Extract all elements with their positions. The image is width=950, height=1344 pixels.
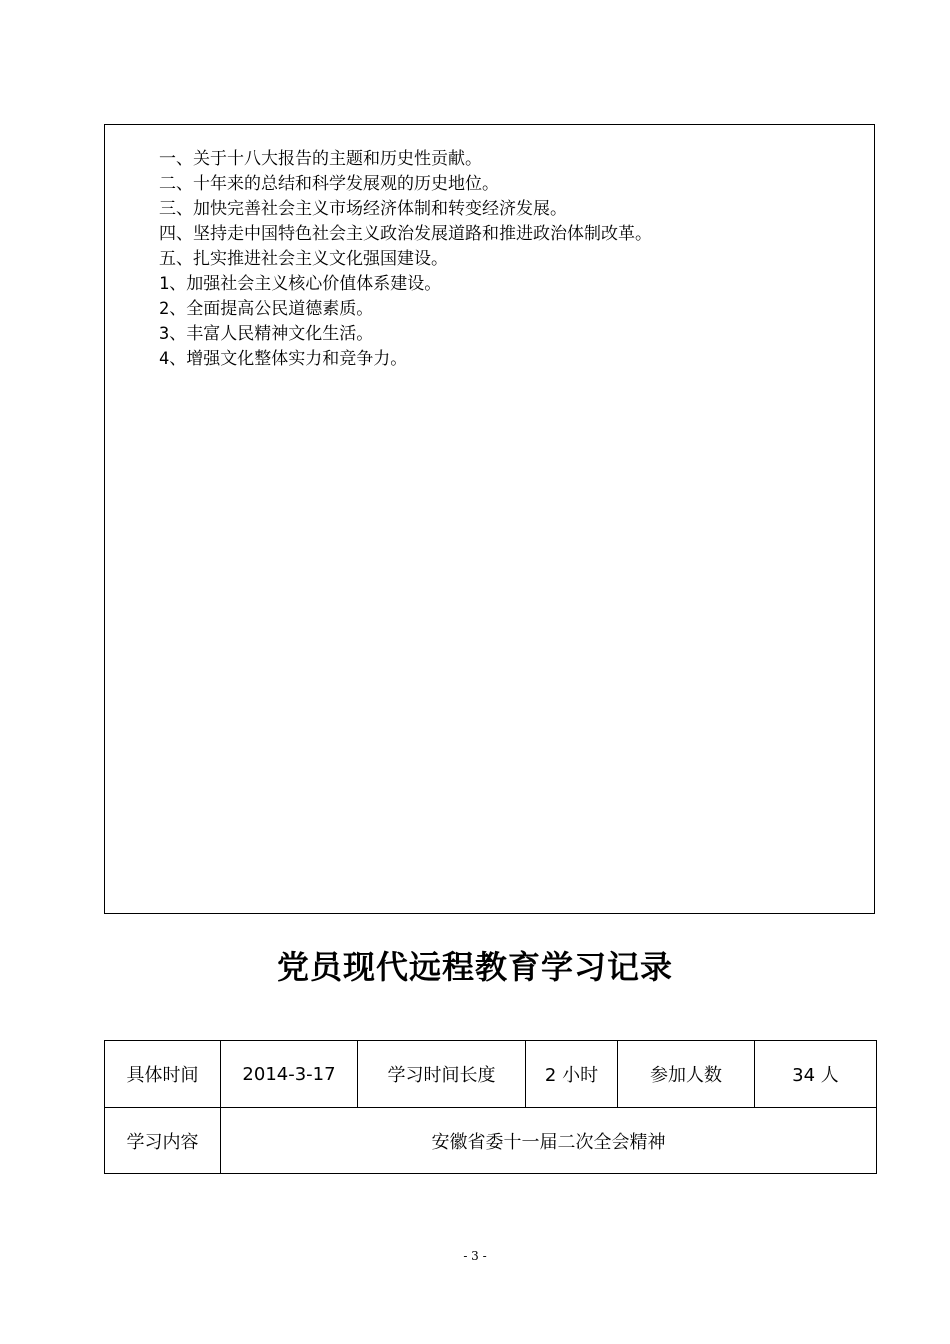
table-row xyxy=(105,1108,877,1174)
duration-value-cell: 2 小时 xyxy=(526,1041,618,1108)
table-row xyxy=(105,1041,877,1108)
content-item: 一、关于十八大报告的主题和历史性贡献。 xyxy=(159,149,482,169)
content-item: 三、加快完善社会主义市场经济体制和转变经济发展。 xyxy=(159,199,567,219)
content-item: 五、扎实推进社会主义文化强国建设。 xyxy=(159,249,448,269)
content-label-cell: 学习内容 xyxy=(105,1108,221,1174)
content-item: 3、丰富人民精神文化生活。 xyxy=(159,324,374,344)
content-item: 二、十年来的总结和科学发展观的历史地位。 xyxy=(159,174,499,194)
content-item: 4、增强文化整体实力和竞争力。 xyxy=(159,349,408,369)
study-content-box xyxy=(104,124,875,914)
study-record-table xyxy=(104,1040,877,1174)
record-title: 党员现代远程教育学习记录 xyxy=(276,948,673,986)
page-number: - 3 - xyxy=(463,1249,487,1263)
content-item: 1、加强社会主义核心价值体系建设。 xyxy=(159,274,442,294)
duration-label-cell: 学习时间长度 xyxy=(358,1041,526,1108)
attendees-value-cell: 34 人 xyxy=(755,1041,877,1108)
time-label-cell: 具体时间 xyxy=(105,1041,221,1108)
content-item-list xyxy=(159,147,652,372)
attendees-label-cell: 参加人数 xyxy=(618,1041,755,1108)
content-item: 2、全面提高公民道德素质。 xyxy=(159,299,374,319)
content-item: 四、坚持走中国特色社会主义政治发展道路和推进政治体制改革。 xyxy=(159,224,652,244)
time-value-cell: 2014-3-17 xyxy=(221,1041,358,1108)
content-value-cell: 安徽省委十一届二次全会精神 xyxy=(221,1108,877,1174)
